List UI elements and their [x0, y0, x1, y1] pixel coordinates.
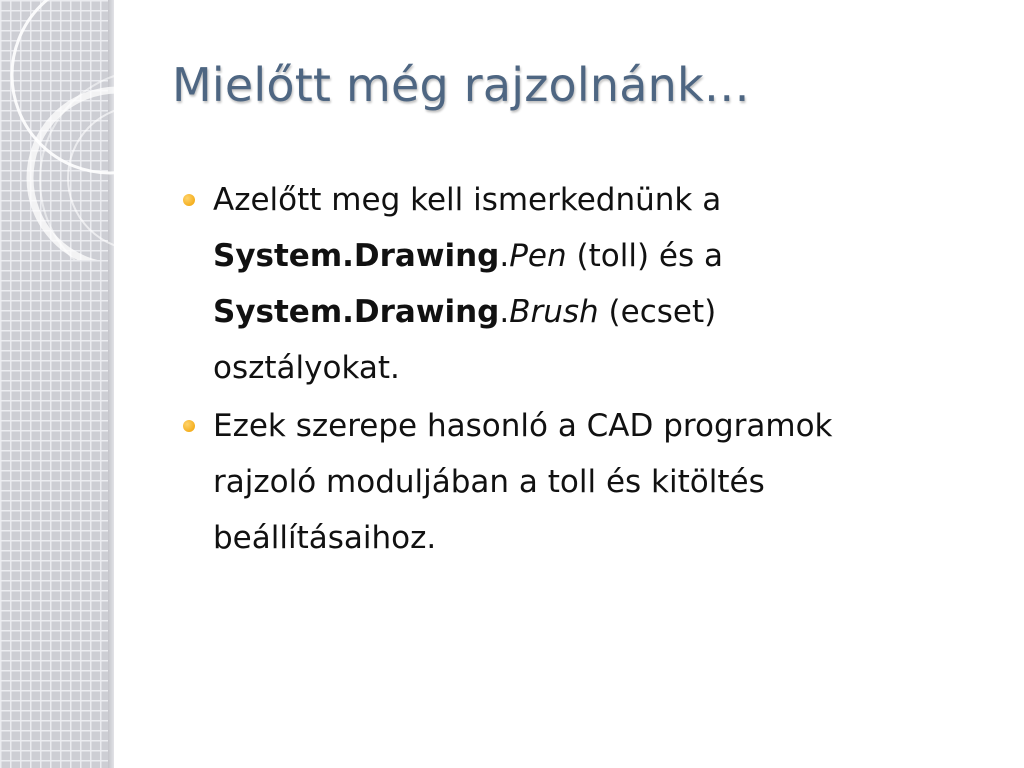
class-name-bold: System.Drawing	[213, 238, 500, 274]
bullet-text: beállításaihoz.	[213, 520, 437, 556]
bullet-text: Ezek szerepe hasonló a CAD programok	[213, 408, 833, 444]
dot-separator: .	[499, 294, 510, 330]
bullet-text: (toll) és a	[566, 238, 723, 274]
bullet-dot-icon	[183, 194, 195, 206]
class-name-italic: Brush	[509, 294, 599, 330]
bullet-item	[183, 172, 983, 396]
dot-separator: .	[499, 238, 510, 274]
class-name-italic: Pen	[509, 238, 567, 274]
bullet-text: (ecset)	[598, 294, 717, 330]
bullet-list	[183, 172, 983, 568]
decorative-rings	[0, 0, 160, 260]
bullet-text: rajzoló moduljában a toll és kitöltés	[213, 464, 765, 500]
bullet-dot-icon	[183, 420, 195, 432]
bullet-text: Azelőtt meg kell ismerkednünk a	[213, 182, 722, 218]
bullet-item	[183, 398, 983, 566]
bullet-text: osztályokat.	[213, 350, 400, 386]
slide-title: Mielőtt még rajzolnánk…	[172, 58, 751, 112]
class-name-bold: System.Drawing	[213, 294, 500, 330]
